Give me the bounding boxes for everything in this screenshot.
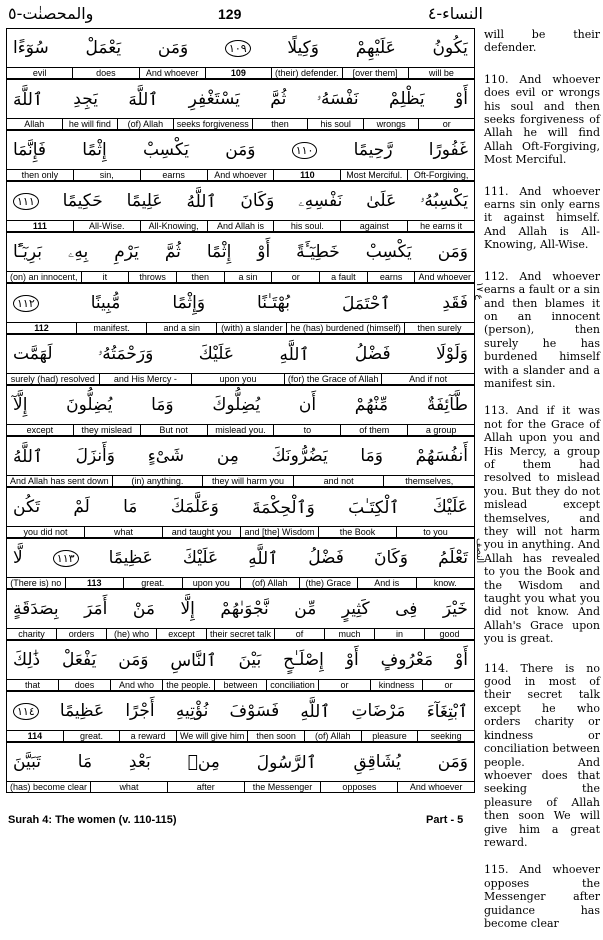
gloss-cell: (has) become clear: [7, 782, 91, 792]
gloss-cell: between: [215, 680, 267, 690]
arabic-word: لَّا: [13, 548, 23, 568]
gloss-cell: they will harm you: [203, 476, 294, 486]
arabic-word: أَمَرَ: [84, 599, 108, 619]
arabic-word: بَعْدِ: [128, 752, 151, 772]
arabic-word: فَقَدِ: [442, 293, 468, 313]
ayah-number-marker: ١١٤: [13, 703, 39, 720]
gloss-line: [6, 577, 475, 589]
gloss-line: [6, 271, 475, 283]
arabic-word: عَظِيمًا: [59, 701, 105, 721]
arabic-word: ٱلْكِتَـٰبَ: [348, 497, 400, 518]
gloss-cell: pleasure: [362, 731, 419, 741]
arabic-word: سُوٓءًا: [13, 38, 49, 58]
gloss-cell: to: [274, 425, 341, 435]
arabic-line: [6, 130, 475, 169]
gloss-cell: or: [319, 680, 371, 690]
arabic-line: [6, 691, 475, 730]
arabic-word: وَمَن: [157, 38, 189, 58]
gloss-cell: except: [7, 425, 74, 435]
arabic-word: نَفْسِهِۦ: [298, 191, 343, 211]
gloss-cell: he earns it: [420, 221, 463, 231]
arabic-word: أَجْرًا: [125, 701, 155, 721]
gloss-cell: and [the] Wisdom: [241, 527, 319, 537]
gloss-cell: of: [275, 629, 325, 639]
gloss-cell: 112: [7, 323, 77, 333]
gloss-cell: (the) Grace: [300, 578, 359, 588]
ayah-number-marker: ١١٠: [292, 142, 318, 159]
gloss-line: [6, 67, 475, 79]
arabic-word: وَمَا: [151, 395, 174, 415]
gloss-cell: his soul: [308, 119, 364, 129]
arabic-line: [6, 181, 475, 220]
gloss-cell: (of) Allah: [118, 119, 174, 129]
gloss-cell: know.: [433, 578, 457, 588]
gloss-line: [6, 475, 475, 487]
arabic-word: أَنفُسَهُمْ: [415, 446, 468, 466]
arabic-word: وَعَلَّمَكَ: [170, 497, 219, 517]
translation-column: [484, 28, 600, 940]
arabic-line: [6, 589, 475, 628]
arabic-word: يَكْسِبْ: [365, 242, 412, 262]
arabic-word: بُهْتَـٰنًا: [257, 293, 291, 313]
arabic-word: وَمَن: [118, 650, 149, 670]
arabic-word: ٱلرَّسُولَ: [256, 752, 317, 773]
arabic-word: يَكْسِبْ: [142, 140, 189, 160]
arabic-word: ٱللَّهِ: [248, 548, 279, 569]
gloss-cell: a fault: [320, 272, 368, 282]
arabic-word: فَسَوْفَ: [229, 701, 280, 721]
arabic-word: فِى: [395, 599, 418, 619]
gloss-cell: We will give him: [177, 731, 248, 741]
gloss-cell: that: [7, 680, 59, 690]
arabic-word: وَمَن: [437, 752, 468, 772]
arabic-word: خَيْرَ: [442, 599, 468, 619]
gloss-line: [6, 424, 475, 436]
gloss-cell: does: [59, 680, 111, 690]
gloss-cell: then: [253, 119, 309, 129]
arabic-line: [6, 436, 475, 475]
gloss-cell: (with) a slander: [217, 323, 287, 333]
gloss-cell: 113: [66, 578, 125, 588]
arabic-word: ٱلنَّاسِ: [170, 650, 217, 671]
gloss-cell: his soul.: [274, 221, 341, 231]
arabic-word: ٱللَّهِ: [300, 701, 331, 722]
arabic-word: يَرْمِ: [114, 242, 139, 262]
arabic-line: [6, 28, 475, 67]
arabic-line: [6, 487, 475, 526]
gloss-cell: And who: [111, 680, 163, 690]
arabic-word: خَطِيٓـَٔةً: [296, 242, 340, 262]
arabic-word: حَكِيمًا: [62, 191, 103, 211]
gloss-cell: throws: [129, 272, 177, 282]
gloss-cell: And whoever: [208, 170, 275, 180]
gloss-cell: what: [91, 782, 168, 792]
arabic-word: كَثِيرٍ: [341, 599, 370, 619]
gloss-cell: a sin: [225, 272, 273, 282]
gloss-cell: But not: [141, 425, 208, 435]
arabic-word: ٱحْتَمَلَ: [342, 293, 391, 314]
arabic-word: مَرْضَاتِ: [351, 701, 406, 721]
gloss-cell: 110: [274, 170, 341, 180]
arabic-word: يَكْسِبُهُۥ: [420, 191, 468, 211]
arabic-word: مِن: [216, 446, 239, 466]
gloss-cell: and a sin: [147, 323, 217, 333]
juz-name: والمحصنٰت-٥: [8, 4, 94, 23]
arabic-word: أَوْ: [257, 242, 271, 262]
gloss-cell: a reward: [120, 731, 177, 741]
gloss-cell: the Book: [319, 527, 397, 537]
arabic-word: بَيْنَ: [238, 650, 262, 670]
arabic-word: مِّنْهُمْ: [354, 395, 389, 415]
arabic-word: ٱللَّهَ: [13, 89, 43, 110]
gloss-cell: [over them]: [343, 68, 409, 78]
arabic-word: وَأَنزَلَ: [75, 446, 115, 466]
gloss-cell: or: [442, 119, 451, 129]
arabic-word: يَضُرُّونَكَ: [271, 446, 328, 466]
gloss-cell: good: [439, 629, 460, 639]
arabic-word: وَمَن: [225, 140, 256, 160]
gloss-cell: will be: [428, 68, 454, 78]
gloss-cell: earns: [141, 170, 208, 180]
arabic-word: وَكَانَ: [374, 548, 408, 568]
arabic-word: ثُمَّ: [270, 89, 287, 109]
arabic-word: وَكَانَ: [240, 191, 275, 211]
gloss-cell: surely (had) resolved: [7, 374, 100, 384]
arabic-line: [6, 640, 475, 679]
arabic-word: بِهِۦ: [67, 242, 89, 262]
gloss-cell: (in) anything.: [113, 476, 204, 486]
arabic-word: وَمَن: [437, 242, 468, 262]
ayah-number-marker: ١٠٩: [225, 40, 251, 57]
arabic-word: إِلَّآ: [13, 395, 28, 415]
arabic-word: لَهَمَّت: [13, 344, 53, 364]
footer-surah: Surah 4: The women (v. 110-115): [8, 814, 177, 826]
gloss-cell: 109: [206, 68, 272, 78]
arabic-word: مَا: [77, 752, 93, 772]
gloss-cell: their secret talk: [207, 629, 275, 639]
gloss-cell: a group: [425, 425, 457, 435]
gloss-cell: the Messenger: [245, 782, 322, 792]
gloss-cell: themselves,: [405, 476, 454, 486]
gloss-cell: except: [157, 629, 207, 639]
arabic-word: وَإِثْمًا: [172, 293, 206, 313]
arabic-word: بَرِيٓـًٔا: [13, 242, 43, 262]
translation-paragraph: 113. And if it was not for the Grace of Allah upon you and His Mercy, a group of them had resolved to mislead you. But they do not mislead except themselves, and they will not harm you in anything. And Allah has revealed to you the Book and the Wisdom and taught you what you did not know. And Allah's Grace upon you is great.: [484, 404, 600, 646]
gloss-cell: 114: [7, 731, 64, 741]
arabic-word: يُضِلُّوكَ: [212, 395, 261, 415]
arabic-word: ثُمَّ: [164, 242, 181, 262]
gloss-cell: you did not: [7, 527, 85, 537]
arabic-word: مَعْرُوفٍ: [380, 650, 434, 670]
gloss-cell: (of) Allah: [241, 578, 300, 588]
gloss-cell: And Allah has sent down: [7, 476, 113, 486]
arabic-word: شَىْءٍ: [147, 446, 185, 466]
gloss-cell: And is: [358, 578, 417, 588]
arabic-word: يَجِدِ: [73, 89, 98, 109]
translation-paragraph: 115. And whoever opposes the Messenger after guidance has become clear: [484, 863, 600, 930]
gloss-cell: after: [168, 782, 245, 792]
arabic-word: عَظِيمًا: [108, 548, 153, 568]
word-by-word-grid: [6, 28, 475, 793]
page-header: [0, 0, 603, 30]
page-footer: [0, 812, 603, 832]
arabic-word: لَمْ: [73, 497, 90, 517]
gloss-cell: mislead you.: [208, 425, 275, 435]
translation-paragraph: 114. There is no good in most of their secret talk except he who orders charity or kindness or conciliation between people. And whoever does that seeking the pleasure of Allah then soon We will give him a great reward.: [484, 661, 600, 849]
arabic-word: وَلَوْلَا: [436, 344, 468, 364]
gloss-cell: against: [341, 221, 408, 231]
gloss-cell: evil: [7, 68, 73, 78]
arabic-word: وَكِيلًا: [287, 38, 319, 58]
arabic-word: مِّن: [294, 599, 317, 619]
arabic-word: ٱللَّهِ: [279, 344, 310, 365]
arabic-word: مِنۢ: [187, 752, 220, 772]
arabic-word: ٱبْتِغَآءَ: [426, 701, 468, 722]
arabic-word: يُضِلُّونَ: [66, 395, 113, 415]
gloss-cell: and His Mercy -: [100, 374, 193, 384]
gloss-cell: seeking: [430, 731, 462, 741]
translation-paragraph: will be their defender.: [484, 28, 600, 55]
gloss-cell: sin,: [74, 170, 141, 180]
arabic-word: فَضْلُ: [354, 344, 391, 364]
gloss-cell: Most Merciful.: [341, 170, 408, 180]
arabic-line: [6, 538, 475, 577]
gloss-line: [6, 322, 475, 334]
gloss-cell: and taught you: [163, 527, 241, 537]
arabic-word: وَرَحْمَتُهُۥ: [98, 344, 154, 364]
arabic-word: ٱللَّهُ: [186, 191, 217, 212]
gloss-cell: And whoever: [409, 782, 463, 792]
gloss-line: [6, 526, 475, 538]
gloss-cell: 111: [7, 221, 74, 231]
gloss-cell: charity: [7, 629, 57, 639]
translation-paragraph: 111. And whoever earns sin only earns it against himself. And Allah is All-Knowing, All-Wise.: [484, 184, 600, 252]
gloss-line: [6, 781, 475, 793]
gloss-line: [6, 220, 475, 232]
gloss-cell: upon you: [192, 374, 285, 384]
gloss-cell: they mislead: [74, 425, 141, 435]
arabic-word: وَٱلْحِكْمَةَ: [252, 497, 315, 518]
gloss-cell: opposes: [321, 782, 398, 792]
gloss-cell: it: [82, 272, 130, 282]
gloss-cell: Oft-Forgiving,: [413, 170, 469, 180]
translation-paragraph: 112. And whoever earns a fault or a sin and then blames it on an innocent (person), then surely he has burdened himself with a slander and a manifest sin.: [484, 269, 600, 390]
gloss-cell: All-Wise.: [74, 221, 141, 231]
gloss-cell: All-Knowing,: [141, 221, 208, 231]
gloss-cell: (There is) no: [7, 578, 66, 588]
gloss-cell: upon you: [183, 578, 242, 588]
gloss-line: [6, 118, 475, 130]
page-number: 129: [218, 6, 242, 22]
gloss-cell: much: [325, 629, 375, 639]
gloss-cell: And if not: [409, 374, 448, 384]
arabic-word: عَلَيْكَ: [198, 344, 234, 364]
gloss-cell: orders: [57, 629, 107, 639]
gloss-cell: then only: [7, 170, 74, 180]
gloss-cell: then: [177, 272, 225, 282]
gloss-cell: conciliation: [267, 680, 319, 690]
gloss-cell: (of) Allah: [305, 731, 362, 741]
gloss-cell: kindness: [371, 680, 423, 690]
arabic-word: غَفُورًا: [428, 140, 468, 160]
arabic-word: فَإِنَّمَا: [13, 140, 47, 160]
arabic-word: ذَٰلِكَ: [13, 650, 41, 670]
arabic-word: عَلَيْهِمْ: [355, 38, 396, 58]
arabic-word: نَفْسَهُۥ: [316, 89, 359, 109]
gloss-cell: in: [375, 629, 425, 639]
arabic-word: عَلَيْكَ: [182, 548, 219, 568]
gloss-cell: or: [272, 272, 320, 282]
arabic-word: أَوْ: [455, 650, 468, 670]
hizb-mark: النصف: [474, 538, 484, 564]
arabic-word: ٱللَّهُ: [13, 446, 43, 467]
gloss-cell: does: [73, 68, 139, 78]
gloss-cell: then soon: [248, 731, 305, 741]
gloss-cell: (their) defender.: [272, 68, 343, 78]
arabic-word: بِصَدَقَةٍ: [13, 599, 59, 619]
gloss-cell: seeks forgiveness: [174, 119, 253, 129]
footer-part: Part - 5: [426, 814, 464, 826]
arabic-line: [6, 79, 475, 118]
arabic-word: أَن: [298, 395, 317, 415]
gloss-line: [6, 628, 475, 640]
gloss-cell: Allah: [7, 119, 63, 129]
arabic-word: يَعْمَلْ: [85, 38, 122, 58]
gloss-cell: the people.: [163, 680, 215, 690]
arabic-word: رَّحِيمًا: [353, 140, 393, 160]
arabic-word: إِثْمًا: [82, 140, 107, 160]
gloss-cell: And Allah is: [208, 221, 275, 231]
translation-paragraph: 110. And whoever does evil or wrongs his soul and then seeks forgiveness of Allah he will find Allah Oft-Forgiving, Most Merciful.: [484, 72, 600, 167]
arabic-word: تَعْلَمُ: [438, 548, 468, 568]
arabic-word: عَلِيمًا: [126, 191, 163, 211]
arabic-word: نَّجْوَىٰهُمْ: [220, 599, 269, 619]
arabic-word: إِصْلَـٰحٍ: [283, 650, 324, 670]
arabic-word: أَوْ: [345, 650, 359, 670]
gloss-cell: what: [85, 527, 163, 537]
gloss-cell: he will find: [63, 119, 119, 129]
gloss-cell: wrongs: [364, 119, 420, 129]
arabic-word: مُّبِينًا: [90, 293, 121, 313]
ayah-number-marker: ١١٢: [13, 295, 39, 312]
arabic-line: [6, 385, 475, 424]
arabic-word: يَسْتَغْفِرِ: [188, 89, 240, 109]
gloss-cell: to you: [423, 527, 448, 537]
gloss-line: [6, 373, 475, 385]
gloss-cell: And whoever: [140, 68, 206, 78]
arabic-word: نُؤْتِيهِ: [175, 701, 209, 721]
arabic-word: تَكُن: [13, 497, 41, 517]
gloss-cell: great.: [124, 578, 183, 588]
arabic-word: أَوْ: [455, 89, 468, 109]
arabic-word: يَكُونُ: [432, 38, 468, 58]
gloss-cell: earns: [368, 272, 416, 282]
arabic-word: يُشَاقِقِ: [353, 752, 401, 772]
arabic-word: يَفْعَلْ: [61, 650, 97, 670]
arabic-line: [6, 334, 475, 373]
arabic-word: مَا: [123, 497, 138, 517]
gloss-cell: (on) an innocent,: [7, 272, 82, 282]
ruku-mark: ع ١٧: [474, 282, 484, 300]
arabic-line: [6, 742, 475, 781]
ayah-number-marker: ١١٣: [53, 550, 79, 567]
arabic-word: تَبَيَّنَ: [13, 752, 41, 772]
gloss-cell: of them: [341, 425, 408, 435]
gloss-line: [6, 730, 475, 742]
gloss-cell: or: [444, 680, 453, 690]
arabic-word: عَلَيْكَ: [432, 497, 468, 517]
gloss-cell: manifest.: [77, 323, 147, 333]
gloss-cell: he (has) burdened (himself): [287, 323, 405, 333]
arabic-line: [6, 232, 475, 271]
arabic-word: مَنْ: [132, 599, 155, 619]
gloss-line: [6, 169, 475, 181]
gloss-cell: great.: [64, 731, 121, 741]
gloss-cell: and not: [294, 476, 385, 486]
ayah-number-marker: ١١١: [13, 193, 39, 210]
arabic-word: ٱللَّهَ: [128, 89, 159, 110]
arabic-word: عَلَىٰ: [366, 191, 397, 211]
arabic-word: يَظْلِمْ: [389, 89, 425, 109]
gloss-cell: (he) who: [107, 629, 157, 639]
arabic-word: إِلَّا: [180, 599, 195, 619]
arabic-word: وَمَا: [360, 446, 383, 466]
arabic-word: طَّآئِفَةٌ: [426, 395, 468, 415]
gloss-cell: And whoever: [418, 272, 472, 282]
arabic-line: [6, 283, 475, 322]
arabic-word: إِثْمًا: [206, 242, 232, 262]
arabic-word: فَضْلُ: [308, 548, 344, 568]
gloss-cell: then surely: [417, 323, 462, 333]
gloss-cell: (for) the Grace of Allah: [285, 374, 383, 384]
surah-name: النساء-٤: [427, 4, 483, 23]
gloss-line: [6, 679, 475, 691]
